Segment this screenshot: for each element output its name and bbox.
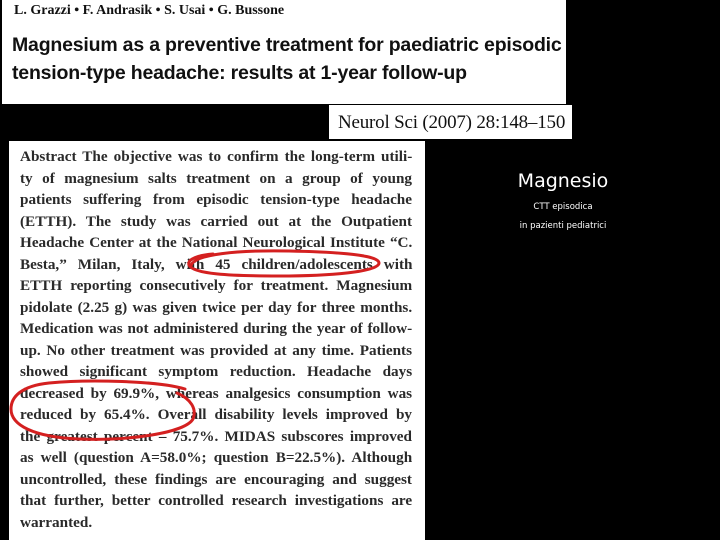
abstract-line: up. No other treatment was provided at any time. Patients <box>20 341 413 359</box>
abstract-line: ETTH reporting consecutively for treatment. Magnesium <box>20 277 413 294</box>
abstract-line: warranted. <box>20 513 93 531</box>
slide-caption-title: Magnesio <box>517 170 609 192</box>
abstract-line: the greatest percent – 75.7%. MIDAS subscores improved <box>20 427 412 445</box>
abstract-line: Abstract The objective was to confirm the long-term utili- <box>20 148 413 165</box>
abstract-line: as well (question A=58.0%; question B=22.5%). Although <box>20 449 413 466</box>
abstract-line: that further, better controlled research investigations are <box>20 492 413 509</box>
slide-caption-subtitle: CTT episodica <box>533 202 593 212</box>
slide-caption-subtitle: in pazienti pediatrici <box>519 221 607 231</box>
citation-clipping <box>329 105 572 139</box>
abstract-line: ty of magnesium salts treatment on a group of young <box>20 169 412 187</box>
abstract-clipping <box>9 141 425 540</box>
abstract-line: showed significant symptom reduction. Headache days <box>20 363 413 380</box>
abstract-line: decreased by 69.9%, whereas analgesics consumption was <box>20 384 413 402</box>
abstract-line: Headache Center at the National Neurological Institute “C. <box>20 234 413 251</box>
abstract-line: Besta,” Milan, Italy, with 45 children/adolescents with <box>20 255 413 273</box>
article-header-clipping <box>2 0 566 104</box>
abstract-text <box>20 146 412 533</box>
abstract-line: pidolate (2.25 g) was given twice per day for three months. <box>20 298 413 316</box>
abstract-line: uncontrolled, these findings are encouraging and suggest <box>20 470 412 488</box>
abstract-line: patients suffering from episodic tension-type headache <box>20 191 412 208</box>
abstract-line: reduced by 65.4%. Overall disability levels improved by <box>20 406 412 423</box>
journal-citation: Neurol Sci (2007) 28:148–150 <box>338 112 566 133</box>
article-title-line: Magnesium as a preventive treatment for paediatric episodic <box>12 34 562 56</box>
article-authors: L. Grazzi • F. Andrasik • S. Usai • G. Bussone <box>14 3 285 18</box>
article-title <box>12 31 562 87</box>
abstract-line: (ETTH). The study was carried out at the Outpatient <box>20 212 412 230</box>
article-title-line: tension-type headache: results at 1-year follow-up <box>12 62 467 84</box>
abstract-line: Medication was not administered during the year of follow- <box>20 320 413 337</box>
